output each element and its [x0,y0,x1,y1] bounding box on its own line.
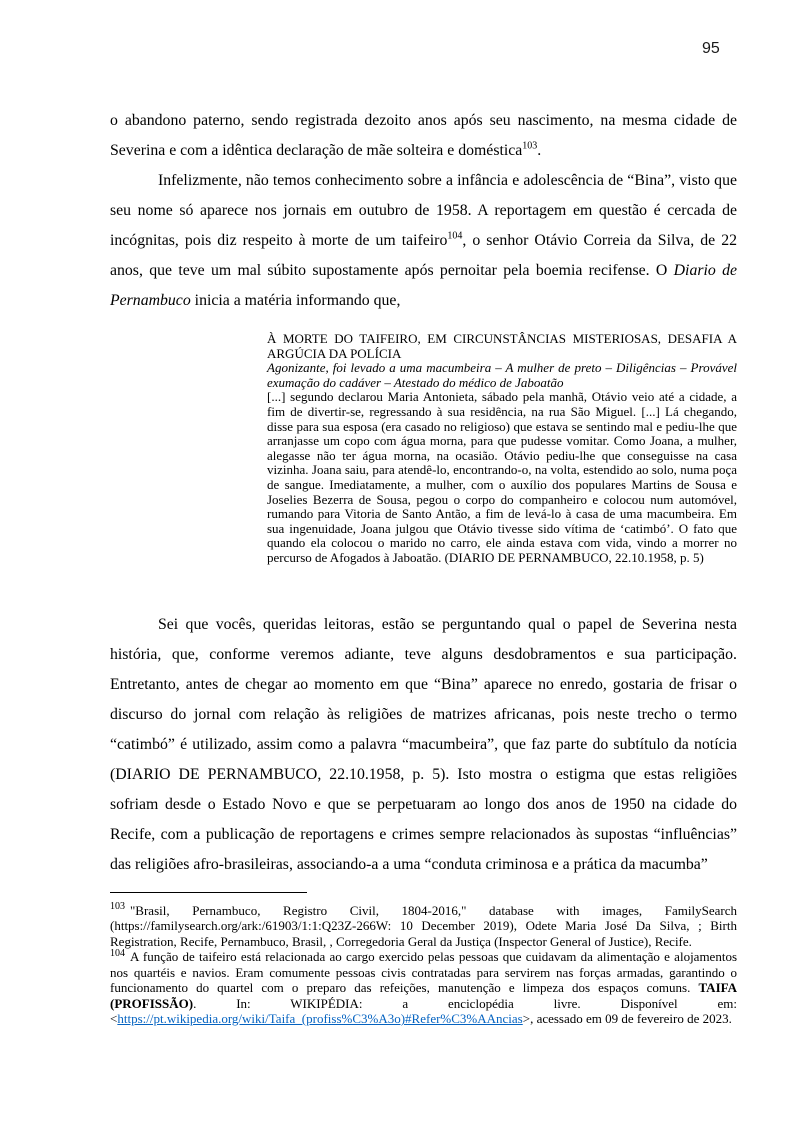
paragraph-continuation [110,106,737,166]
quote-subheadline: Agonizante, foi levado a uma macumbeira – A mulher de preto – Diligências – Provável exumação do cadáver – Atestado do médico de Jaboatão [267,360,737,390]
paragraph-2-text-a: Infelizmente, não temos conhecimento sobre a infância e adolescência de “Bina”, visto que seu nome só aparece nos jornais em outubro de 1958. A reportagem em questão é cercada de incógnitas, pois diz respeito à morte de um taifeiro [110,172,737,249]
newspaper-name: Diario de Pernambuco [110,262,737,309]
footnote-103 [110,903,737,950]
paragraph-2 [110,166,737,316]
paragraph-1-tail: . [537,142,542,159]
paragraph-3: Sei que vocês, queridas leitoras, estão se perguntando qual o papel de Severina nesta história, que, conforme veremos adiante, teve alguns desdobramentos e sua participação. Entretanto, antes de chegar ao momento em que “Bina” aparece no enredo, gostaria de frisar o discurso do jornal com relação às religiões de matrizes africanas, pois neste trecho o termo “catimbó” é utilizado, assim como a palavra “macumbeira”, que faz parte do subtítulo da notícia (DIARIO DE PERNAMBUCO, 22.10.1958, p. 5). Isto mostra o estigma que estas religiões sofriam desde o Estado Novo e que se perpetuaram ao longo dos anos de 1950 na cidade do Recife, com a publicação de reportagens e crimes sempre relacionados às supostas “influências” das religiões afro-brasileiras, associando-a a uma “conduta criminosa e a prática da macumba” [110,615,737,873]
footnotes-section [110,892,737,1027]
paragraph-2-text-b: , o senhor Otávio Correia da Silva, de 22 anos, que teve um mal súbito supostamente após pernoitar pela boemia recifense. O [110,232,737,279]
footnote-separator-rule [110,892,307,893]
footnote-104-text-b: . In: WIKIPÉDIA: a enciclopédia livre. Disponível em: < [110,995,737,1026]
paragraph-2-text-c: inicia a matéria informando que, [190,292,401,309]
quote-body-text: [...] segundo declarou Maria Antonieta, sábado pela manhã, Otávio veio até a cidade, a fim de divertir-se, regressando à sua residência, na rua São Miguel. [...] Lá chegando, disse para sua esposa (era casado no religioso) que estava se sentindo mal e pediu-lhe que arranjasse um copo com água morna, para que pudesse vomitar. Como Joana, a mulher, alegasse não ter água morna, na ocasião. Otávio pediu-lhe que conseguisse na casa vizinha. Joana saiu, para atendê-lo, encontrando-o, na volta, estendido ao solo, numa poça de sangue. Imediatamente, a mulher, com o auxílio dos populares Martins de Sousa e Joselies Bezerra de Sousa, pegou o corpo do companheiro e colocou num automóvel, rumando para Vitoria de Santo Antão, a fim de levá-lo à casa de uma macumbeira. Em sua ingenuidade, Joana julgou que Otávio tivesse sido vítima de ‘catimbó’. O fato que quando ela colocou o marido no carro, ele ainda estava com vida, vindo a morrer no percurso de Afogados à Jaboatão. (DIARIO DE PERNAMBUCO, 22.10.1958, p. 5) [267,389,737,565]
page-number: 95 [702,40,720,57]
wikipedia-hyperlink[interactable]: https://pt.wikipedia.org/wiki/Taifa_(profiss%C3%A3o)#Refer%C3%AAncias [117,1011,523,1026]
footnote-104-number: 104 [110,947,125,959]
footnote-104-text-c: >, acessado em 09 de fevereiro de 2023. [522,1011,732,1026]
footnote-103-number: 103 [110,901,125,913]
footnote-ref-104: 104 [447,230,463,242]
footnote-104 [110,949,737,1027]
footnote-104-bold-term: TAIFA (PROFISSÃO) [110,980,737,1011]
quote-headline: À MORTE DO TAIFEIRO, EM CIRCUNSTÂNCIAS MISTERIOSAS, DESAFIA A ARGÚCIA DA POLÍCIA [267,331,737,361]
footnote-ref-103: 103 [522,140,538,152]
footnote-104-text-a: A função de taifeiro está relacionada ao cargo exercido pelas pessoas que cuidavam da alimentação e alojamentos nos quartéis e navios. Eram comumente pessoas civis contratadas para servirem nas forças armadas, garantindo o funcionamento do quartel com o preparo das refeições, manutenção e limpeza dos espaços comuns. [110,949,737,995]
footnote-103-text: "Brasil, Pernambuco, Registro Civil, 1804-2016," database with images, FamilySearch (https://familysearch.org/ark:/61903/1:1:Q23Z-266W: 10 December 2019), Odete Maria José Da Silva, ; Birth Registration, Recife, Pernambuco, Brasil, , Corregedoria Geral da Justiça (Inspector General of Justice), Recife. [110,902,737,949]
paragraph-1-text: o abandono paterno, sendo registrada dezoito anos após seu nascimento, na mesma cidade de Severina e com a idêntica declaração de mãe solteira e doméstica [110,112,737,159]
page-content [110,106,737,1027]
newspaper-quote-block [267,332,737,566]
